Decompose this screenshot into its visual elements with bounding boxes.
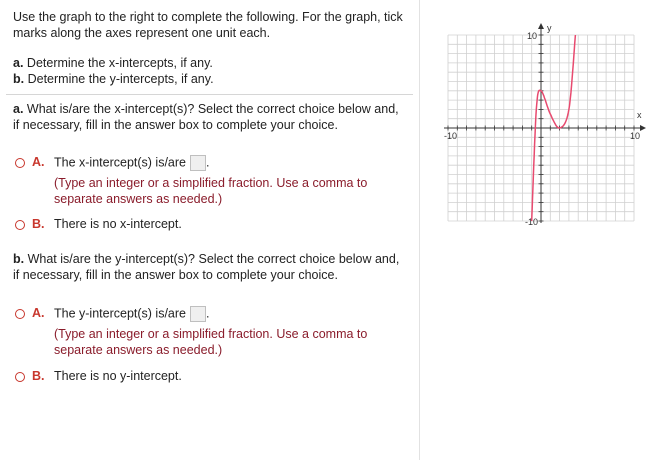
option-text: The y-intercept(s) is/are bbox=[54, 306, 186, 321]
question-b-option-a[interactable] bbox=[15, 306, 394, 358]
radio-button[interactable] bbox=[15, 309, 25, 319]
x-intercept-answer-box[interactable] bbox=[190, 155, 206, 171]
option-letter: A. bbox=[32, 306, 45, 320]
section-divider bbox=[6, 94, 413, 95]
question-b-option-b[interactable] bbox=[15, 369, 394, 383]
x-max-label: 10 bbox=[630, 131, 641, 141]
option-text: The x-intercept(s) is/are bbox=[54, 155, 186, 170]
graph-svg bbox=[429, 9, 654, 234]
question-b-prompt: b. What is/are the y-intercept(s)? Select the correct choice below and, if necessary, fill in the answer box to complete your choice. bbox=[13, 252, 400, 282]
function-graph bbox=[429, 9, 654, 237]
parts-list bbox=[13, 55, 408, 87]
question-a-option-b[interactable] bbox=[15, 217, 394, 231]
y-min-label: -10 bbox=[525, 217, 539, 227]
y-axis-label: y bbox=[547, 23, 552, 33]
x-min-label: -10 bbox=[444, 131, 458, 141]
radio-button[interactable] bbox=[15, 372, 25, 382]
y-max-label: 10 bbox=[527, 31, 538, 41]
x-axis-label: x bbox=[637, 110, 642, 120]
option-text: There is no y-intercept. bbox=[54, 369, 182, 383]
question-a-option-a[interactable] bbox=[15, 155, 394, 207]
option-hint: (Type an integer or a simplified fraction. Use a comma to separate answers as needed.) bbox=[54, 327, 368, 357]
option-letter: B. bbox=[32, 369, 45, 383]
option-hint: (Type an integer or a simplified fraction. Use a comma to separate answers as needed.) bbox=[54, 176, 368, 206]
instructions-text: Use the graph to the right to complete the following. For the graph, tick marks along the axes represent one unit each. bbox=[13, 10, 403, 40]
y-intercept-answer-box[interactable] bbox=[190, 306, 206, 322]
option-body: The y-intercept(s) is/are . (Type an integer or a simplified fraction. Use a comma to separate answers as needed.) bbox=[54, 306, 394, 358]
option-letter: B. bbox=[32, 217, 45, 231]
part-b-line: b. Determine the y-intercepts, if any. bbox=[13, 72, 214, 86]
x-axis-arrow bbox=[640, 125, 646, 131]
option-text: There is no x-intercept. bbox=[54, 217, 182, 231]
part-a-line: a. Determine the x-intercepts, if any. bbox=[13, 56, 213, 70]
option-letter: A. bbox=[32, 155, 45, 169]
radio-button[interactable] bbox=[15, 220, 25, 230]
y-axis-arrow bbox=[538, 23, 544, 29]
radio-button[interactable] bbox=[15, 158, 25, 168]
option-body: The x-intercept(s) is/are . (Type an integer or a simplified fraction. Use a comma to separate answers as needed.) bbox=[54, 155, 394, 207]
question-a-prompt: a. What is/are the x-intercept(s)? Select the correct choice below and, if necessary, fill in the answer box to complete your choice. bbox=[13, 102, 399, 132]
